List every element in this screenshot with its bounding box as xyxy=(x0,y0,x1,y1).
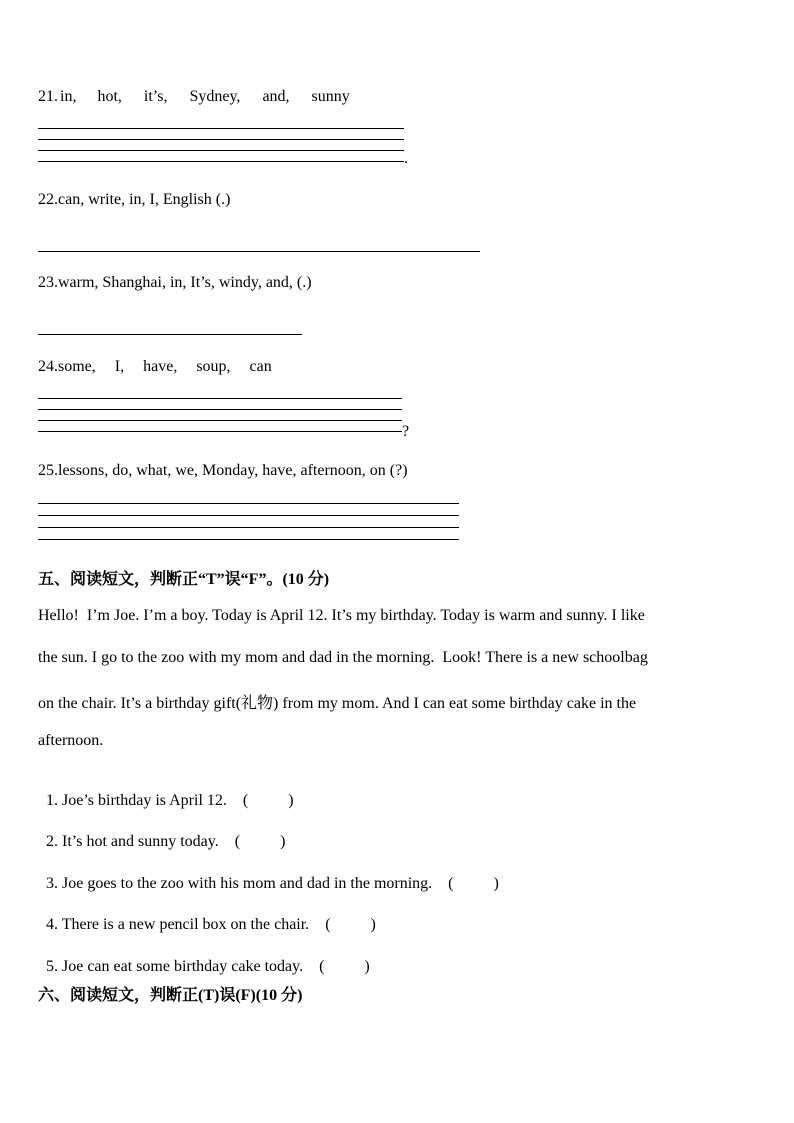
end-mark: . xyxy=(404,150,408,167)
answer-line[interactable] xyxy=(38,409,402,410)
question-number: 22. xyxy=(38,191,58,208)
question-22 xyxy=(38,191,230,209)
tf-item-text: 2. It’s hot and sunny today. xyxy=(46,833,219,850)
question-number: 23. xyxy=(38,274,58,291)
question-words: can, write, in, I, English (.) xyxy=(58,191,231,208)
tf-item-5 xyxy=(38,940,370,976)
word: can xyxy=(249,358,272,375)
answer-line[interactable] xyxy=(38,150,404,151)
answer-line[interactable] xyxy=(38,334,302,335)
word: soup, xyxy=(196,358,231,375)
section-5-heading: 五、阅读短文，判断正“T”误“F”。(10 分) xyxy=(38,571,330,588)
word: some, xyxy=(58,358,96,375)
answer-bracket[interactable]: ( ) xyxy=(242,792,294,809)
answer-line[interactable] xyxy=(38,251,480,252)
answer-line[interactable] xyxy=(38,503,459,504)
passage-line: on the chair. It’s a birthday gift(礼物) from my mom. And I can eat some birthday cake in the xyxy=(38,695,637,712)
word: in, xyxy=(60,88,77,105)
question-24 xyxy=(38,358,272,376)
word: and, xyxy=(262,88,290,105)
word: Sydney, xyxy=(189,88,241,105)
question-number: 24. xyxy=(38,358,58,375)
answer-line[interactable] xyxy=(38,128,404,129)
passage-line: Hello! I’m Joe. I’m a boy. Today is April 12. It’s my birthday. Today is warm and sunny. I like xyxy=(38,607,645,624)
answer-bracket[interactable]: ( ) xyxy=(325,916,376,933)
answer-bracket[interactable]: ( ) xyxy=(319,958,370,975)
end-mark: ? xyxy=(402,423,410,440)
tf-item-1 xyxy=(38,774,294,810)
answer-line[interactable] xyxy=(38,515,459,516)
question-words: warm, Shanghai, in, It’s, windy, and, (.) xyxy=(58,274,312,291)
question-number: 21. xyxy=(38,88,58,105)
tf-item-text: 4. There is a new pencil box on the chair. xyxy=(46,916,310,933)
question-words: lessons, do, what, we, Monday, have, afternoon, on (?) xyxy=(58,462,408,479)
answer-bracket[interactable]: ( ) xyxy=(448,875,499,892)
tf-item-text: 5. Joe can eat some birthday cake today. xyxy=(46,958,304,975)
answer-line[interactable] xyxy=(38,527,459,528)
section-6-heading: 六、阅读短文，判断正(T)误(F)(10 分) xyxy=(38,987,303,1004)
question-25 xyxy=(38,462,408,480)
answer-line[interactable] xyxy=(38,398,402,399)
tf-item-2 xyxy=(38,815,285,851)
tf-item-3 xyxy=(38,857,499,893)
tf-item-text: 3. Joe goes to the zoo with his mom and dad in the morning. xyxy=(46,875,433,892)
answer-line[interactable] xyxy=(38,431,402,432)
passage-line: afternoon. xyxy=(38,732,104,749)
word: I, xyxy=(114,358,125,375)
tf-item-4 xyxy=(38,898,376,934)
answer-line[interactable] xyxy=(38,161,404,162)
passage-line: the sun. I go to the zoo with my mom and dad in the morning. Look! There is a new schoolbag xyxy=(38,649,648,666)
tf-item-text: 1. Joe’s birthday is April 12. xyxy=(46,792,227,809)
answer-line[interactable] xyxy=(38,139,404,140)
word: sunny xyxy=(311,88,350,105)
answer-line[interactable] xyxy=(38,420,402,421)
answer-line[interactable] xyxy=(38,539,459,540)
question-21 xyxy=(38,88,350,106)
word: hot, xyxy=(97,88,122,105)
word: it’s, xyxy=(143,88,168,105)
answer-bracket[interactable]: ( ) xyxy=(234,833,286,850)
word: have, xyxy=(143,358,178,375)
question-number: 25. xyxy=(38,462,58,479)
question-23 xyxy=(38,274,312,292)
